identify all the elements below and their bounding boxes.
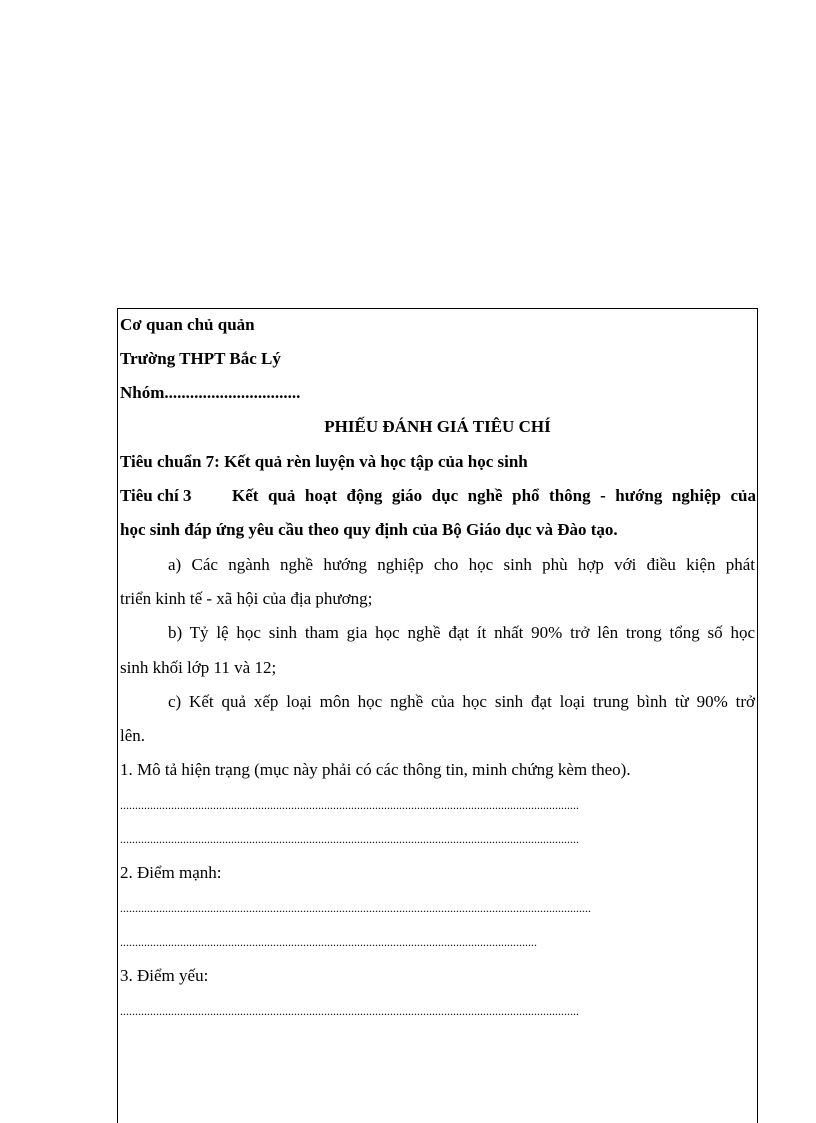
section-2-dotted-line-2: ........................................................................................................................................... (120, 935, 537, 949)
criterion-line-2: học sinh đáp ứng yêu cầu theo quy định của Bộ Giáo dục và Đào tạo. (120, 520, 618, 539)
section-1-dotted-line-1: ......................................................................................................................................................... (120, 798, 579, 812)
criterion-text-1: Kết quả hoạt động giáo dục nghề phổ thông - hướng nghiệp của (232, 486, 756, 505)
item-a-line-1: a) Các ngành nghề hướng nghiệp cho học sinh phù hợp với điều kiện phát (168, 555, 755, 574)
section-3-dotted-line-1: ......................................................................................................................................................... (120, 1004, 579, 1018)
item-c-line-2: lên. (120, 726, 146, 745)
evaluation-form (117, 308, 758, 1123)
form-title: PHIẾU ĐÁNH GIÁ TIÊU CHÍ (324, 417, 551, 436)
section-1-dotted-line-2: ......................................................................................................................................................... (120, 832, 579, 846)
school-name: Trường THPT Bắc Lý (120, 349, 281, 368)
item-b-line-1: b) Tỷ lệ học sinh tham gia học nghề đạt ít nhất 90% trở lên trong tổng số học (168, 623, 755, 642)
section-2-dotted-line-1: ............................................................................................................................................................. (120, 901, 591, 915)
section-2-heading: 2. Điểm mạnh: (120, 863, 222, 882)
item-a-line-2: triển kinh tế - xã hội của địa phương; (120, 589, 373, 608)
section-1-heading: 1. Mô tả hiện trạng (mục này phải có các thông tin, minh chứng kèm theo). (120, 760, 631, 779)
item-c-line-1: c) Kết quả xếp loại môn học nghề của học sinh đạt loại trung bình từ 90% trở (168, 692, 755, 711)
standard-heading: Tiêu chuẩn 7: Kết quả rèn luyện và học tập của học sinh (120, 452, 528, 471)
section-3-heading: 3. Điểm yếu: (120, 966, 209, 985)
agency-label: Cơ quan chủ quản (120, 315, 255, 334)
criterion-line-1 (120, 486, 755, 506)
item-b-line-2: sinh khối lớp 11 và 12; (120, 658, 277, 677)
criterion-label: Tiêu chí 3 (120, 486, 192, 505)
group-field: Nhóm................................ (120, 383, 301, 402)
